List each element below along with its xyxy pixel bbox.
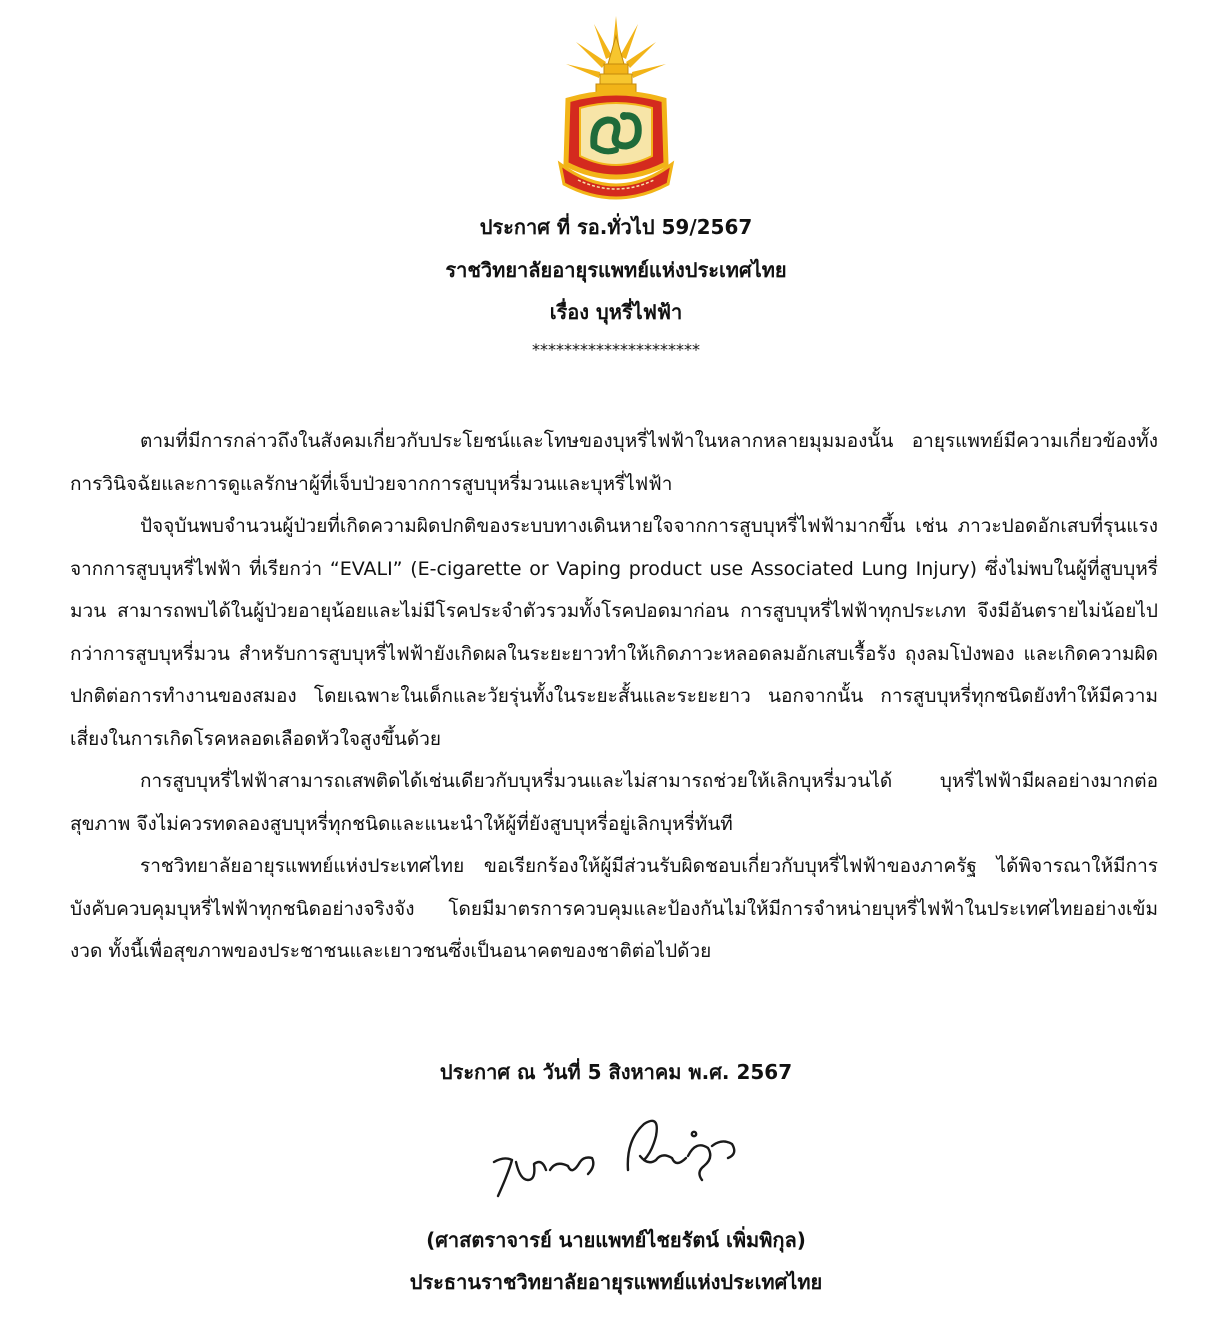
- separator: *********************: [532, 340, 700, 359]
- college-emblem-icon: [554, 14, 678, 210]
- paragraph: ตามที่มีการกล่าวถึงในสังคมเกี่ยวกับประโยชน์และโทษของบุหรี่ไฟฟ้าในหลากหลายมุมมองนั้น อายุรแพทย์มีความเกี่ยวข้องทั้งการวินิจฉัยและการดูแลรักษาผู้ที่เจ็บป่วยจากการสูบบุหรี่มวนและบุหรี่ไฟฟ้า: [70, 430, 1158, 495]
- paragraph: การสูบบุหรี่ไฟฟ้าสามารถเสพติดได้เช่นเดียวกับบุหรี่มวนและไม่สามารถช่วยให้เลิกบุหรี่มวนได้ บุหรี่ไฟฟ้ามีผลอย่างมากต่อสุขภาพ จึงไม่ควรทดลองสูบบุหรี่ทุกชนิดและแนะนำให้ผู้ที่ยังสูบบุหรี่อยู่เลิกบุหรี่ทันที: [70, 770, 1158, 835]
- paragraph: ปัจจุบันพบจำนวนผู้ป่วยที่เกิดความผิดปกติของระบบทางเดินหายใจจากการสูบบุหรี่ไฟฟ้ามากขึ้น เช่น ภาวะปอดอักเสบที่รุนแรงจากการสูบบุหรี่ไฟฟ้า ที่เรียกว่า “EVALI” (E-cigarette or Vaping product use Associated Lung Injury) ซึ่งไม่พบในผู้ที่สูบบุหรี่มวน สามารถพบได้ในผู้ป่วยอายุน้อยและไม่มีโรคประจำตัวรวมทั้งโรคปอดมาก่อน การสูบบุหรี่ไฟฟ้าทุกประเภท จึงมีอันตรายไม่น้อยไปกว่าการสูบบุหรี่มวน สำหรับการสูบบุหรี่ไฟฟ้ายังเกิดผลในระยะยาวทำให้เกิดภาวะหลอดลมอักเสบเรื้อรัง ถุงลมโป่งพอง และเกิดความผิดปกติต่อการทำงานของสมอง โดยเฉพาะในเด็กและวัยรุ่นทั้งในระยะสั้นและระยะยาว นอกจากนั้น การสูบบุหรี่ทุกชนิดยังทำให้มีความเสี่ยงในการเกิดโรคหลอดเลือดหัวใจสูงขึ้นด้วย: [70, 515, 1158, 750]
- paragraph: ราชวิทยาลัยอายุรแพทย์แห่งประเทศไทย ขอเรียกร้องให้ผู้มีส่วนรับผิดชอบเกี่ยวกับบุหรี่ไฟฟ้าของภาครัฐ ได้พิจารณาให้มีการบังคับควบคุมบุหรี่ไฟฟ้าทุกชนิดอย่างจริงจัง โดยมีมาตรการควบคุมและป้องกันไม่ให้มีการจำหน่ายบุหรี่ไฟฟ้าในประเทศไทยอย่างเข้มงวด ทั้งนี้เพื่อสุขภาพของประชาชนและเยาวชนซึ่งเป็นอนาคตของชาติต่อไปด้วย: [70, 855, 1158, 962]
- announcement-body: [70, 420, 1158, 973]
- organization-name: ราชวิทยาลัยอายุรแพทย์แห่งประเทศไทย: [445, 258, 787, 282]
- handwritten-signature: [476, 1100, 766, 1210]
- announcement-date: ประกาศ ณ วันที่ 5 สิงหาคม พ.ศ. 2567: [439, 1060, 793, 1084]
- signer-name: (ศาสตราจารย์ นายแพทย์ไชยรัตน์ เพิ่มพิกุล): [426, 1228, 806, 1252]
- announcement-subject: เรื่อง บุหรี่ไฟฟ้า: [549, 300, 683, 324]
- announcement-number: ประกาศ ที่ รอ.ทั่วไป 59/2567: [479, 215, 753, 239]
- signer-title: ประธานราชวิทยาลัยอายุรแพทย์แห่งประเทศไทย: [409, 1270, 823, 1294]
